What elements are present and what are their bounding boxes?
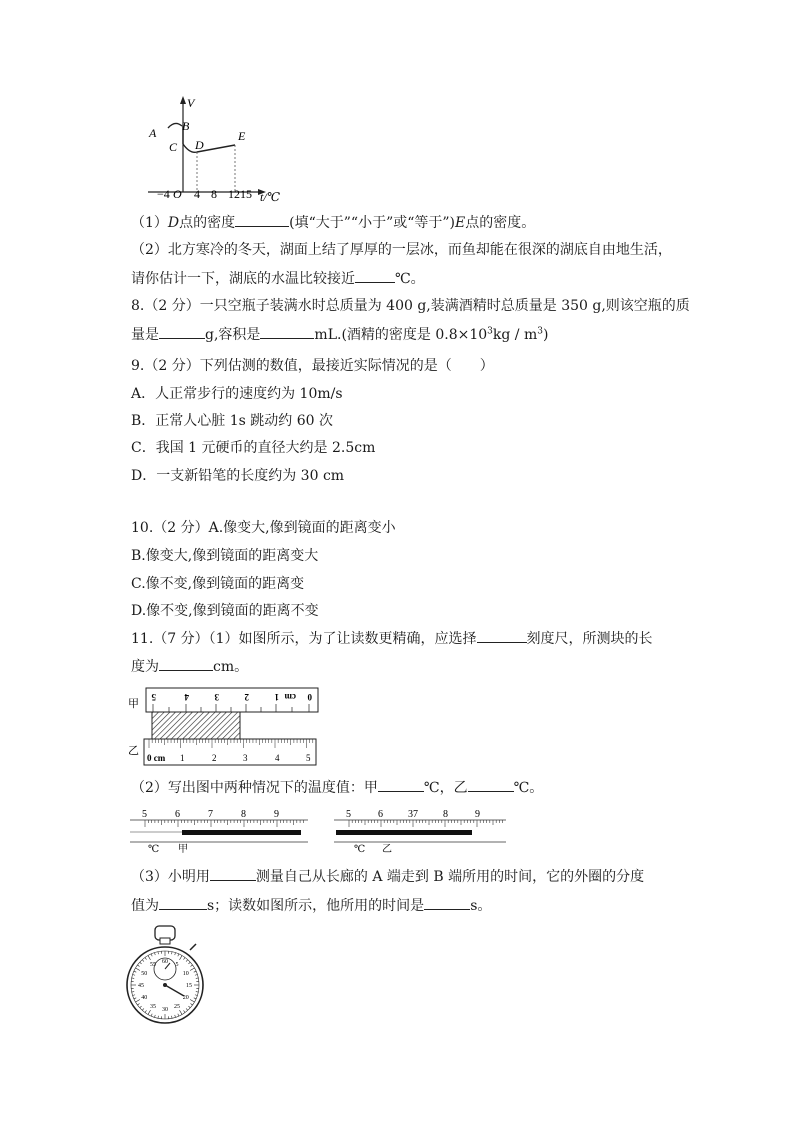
thermo-unit: ℃ bbox=[148, 844, 160, 855]
rulers-figure bbox=[124, 684, 324, 770]
q10-option-b[interactable]: B.像变大,像到镜面的距离变大 bbox=[131, 548, 319, 564]
mercury-column bbox=[182, 830, 301, 835]
ruler-bottom-tick: 3 bbox=[243, 753, 248, 763]
answer-blank[interactable] bbox=[159, 656, 213, 671]
dial-number: 60 bbox=[162, 959, 168, 965]
q11-part2: （2）写出图中两种情况下的温度值：甲 ℃，乙 ℃。 bbox=[131, 777, 543, 798]
ruler-top-tick: 3 bbox=[214, 692, 219, 702]
q9-option-b[interactable]: B．正常人心脏 1s 跳动约 60 次 bbox=[131, 413, 333, 429]
ruler-top-tick: 1 bbox=[274, 692, 279, 702]
q11-part3-line1: （3）小明用 测量自己从长廊的 A 端走到 B 端所用的时间，它的外圈的分度 bbox=[131, 866, 644, 887]
dial-number: 45 bbox=[138, 983, 144, 989]
q8-line1: 8.（2 分）一只空瓶子装满水时总质量为 400 g,装满酒精时总质量是 350 g,则该空瓶的质 bbox=[131, 298, 690, 314]
thermo-tick: 6 bbox=[378, 809, 383, 820]
stopwatch-figure bbox=[124, 924, 208, 1030]
ruler-bottom-tick: 2 bbox=[212, 753, 217, 763]
ruler-top-tick: 4 bbox=[184, 692, 189, 702]
answer-blank[interactable] bbox=[210, 866, 256, 881]
tick-8: 8 bbox=[211, 187, 217, 201]
answer-blank[interactable] bbox=[260, 324, 314, 339]
ruler-top-tick: 0 bbox=[307, 692, 312, 702]
ruler-top-tick: 2 bbox=[244, 692, 249, 702]
dial-number: 35 bbox=[150, 1003, 156, 1010]
dial-number: 30 bbox=[162, 1007, 168, 1013]
q11-part3-line2: 值为 s；读数如图所示，他所用的时间是 s。 bbox=[131, 895, 491, 916]
q9-option-d[interactable]: D．一支新铅笔的长度约为 30 cm bbox=[131, 468, 345, 484]
thermo-label: 甲 bbox=[178, 844, 188, 855]
tick-4: 4 bbox=[194, 187, 200, 201]
dial-number: 40 bbox=[141, 995, 148, 1001]
q8-line2: 量是 g,容积是 mL.(酒精的密度是 $0.8\times 10^3kg / m^3$) bbox=[131, 324, 548, 345]
ruler-bottom-tick: 4 bbox=[275, 753, 280, 763]
thermo-tick: 9 bbox=[475, 809, 480, 820]
q9-stem: 9.（2 分）下列估测的数值，最接近实际情况的是（ ） bbox=[131, 358, 494, 374]
thermo-tick: 37 bbox=[408, 809, 418, 820]
q10-stem: 10.（2 分）A.像变大,像到镜面的距离变小 bbox=[131, 520, 396, 536]
mercury-column bbox=[336, 830, 472, 835]
point-C: C bbox=[169, 140, 178, 154]
ruler-bottom-label: 乙 bbox=[128, 745, 139, 757]
measured-block bbox=[152, 712, 240, 739]
ruler-bottom-tick: 1 bbox=[180, 753, 185, 763]
ruler-bottom-tick: 5 bbox=[306, 753, 311, 763]
x-axis-label: t/℃ bbox=[260, 190, 281, 204]
q11-line1: 11.（7 分）（1）如图所示，为了让读数更精确，应选择 刻度尺，所测块的长 bbox=[131, 628, 653, 649]
volume-temperature-graph bbox=[140, 92, 300, 204]
q7-part2-line2: 请你估计一下，湖底的水温比较接近 ℃。 bbox=[131, 268, 425, 289]
answer-blank[interactable] bbox=[159, 895, 207, 910]
answer-blank[interactable] bbox=[159, 324, 205, 339]
ruler-bottom bbox=[144, 739, 316, 765]
point-B: B bbox=[182, 119, 190, 133]
ruler-bottom-tick: 0 cm bbox=[147, 753, 166, 763]
dial-number: 5 bbox=[175, 962, 179, 969]
point-E: E bbox=[238, 129, 246, 143]
dial-number: 15 bbox=[186, 983, 192, 989]
thermo-tick: 5 bbox=[346, 809, 351, 820]
answer-blank[interactable] bbox=[235, 212, 289, 227]
thermo-unit: ℃ bbox=[354, 844, 366, 855]
point-D: D bbox=[195, 138, 204, 152]
thermometer-right bbox=[334, 806, 506, 856]
dial-number: 55 bbox=[150, 962, 156, 969]
dial-number: 50 bbox=[141, 971, 148, 977]
answer-blank[interactable] bbox=[468, 777, 514, 792]
tick-1215: 1215 bbox=[228, 187, 252, 201]
ruler-top-tick: cm bbox=[284, 692, 296, 702]
dial-number: 20 bbox=[182, 995, 189, 1001]
ruler-top-tick: 5 bbox=[151, 692, 156, 702]
thermo-tick: 6 bbox=[175, 809, 180, 820]
ruler-top-label: 甲 bbox=[128, 698, 139, 710]
thermo-tick: 8 bbox=[241, 809, 246, 820]
q9-option-a[interactable]: A．人正常步行的速度约为 10m/s bbox=[131, 386, 343, 402]
thermo-tick: 8 bbox=[443, 809, 448, 820]
y-axis-label: V bbox=[187, 96, 195, 110]
point-A: A bbox=[149, 126, 157, 140]
q7-part2-line1: （2）北方寒冷的冬天，湖面上结了厚厚的一层冰，而鱼却能在很深的湖底自由地生活， bbox=[131, 242, 672, 258]
thermo-tick: 7 bbox=[208, 809, 213, 820]
answer-blank[interactable] bbox=[477, 628, 527, 643]
answer-blank[interactable] bbox=[378, 777, 424, 792]
thermo-tick: 9 bbox=[274, 809, 279, 820]
q10-option-d[interactable]: D.像不变,像到镜面的距离不变 bbox=[131, 603, 319, 619]
q10-option-c[interactable]: C.像不变,像到镜面的距离变 bbox=[131, 576, 305, 592]
answer-blank[interactable] bbox=[424, 895, 470, 910]
thermo-label: 乙 bbox=[382, 844, 392, 855]
thermo-tick: 5 bbox=[142, 809, 147, 820]
q9-option-c[interactable]: C．我国 1 元硬币的直径大约是 2.5cm bbox=[131, 440, 376, 456]
thermometer-left bbox=[130, 806, 310, 856]
dial-number: 10 bbox=[182, 971, 189, 977]
tick-origin: O bbox=[173, 187, 182, 201]
answer-blank[interactable] bbox=[355, 268, 395, 283]
q7-part1: （1）D点的密度 (填“大于”“小于”或“等于”)E点的密度。 bbox=[131, 212, 535, 233]
dial-number: 25 bbox=[174, 1003, 180, 1010]
q11-line2: 度为 cm。 bbox=[131, 656, 248, 677]
tick-neg4: −4 bbox=[157, 187, 170, 201]
